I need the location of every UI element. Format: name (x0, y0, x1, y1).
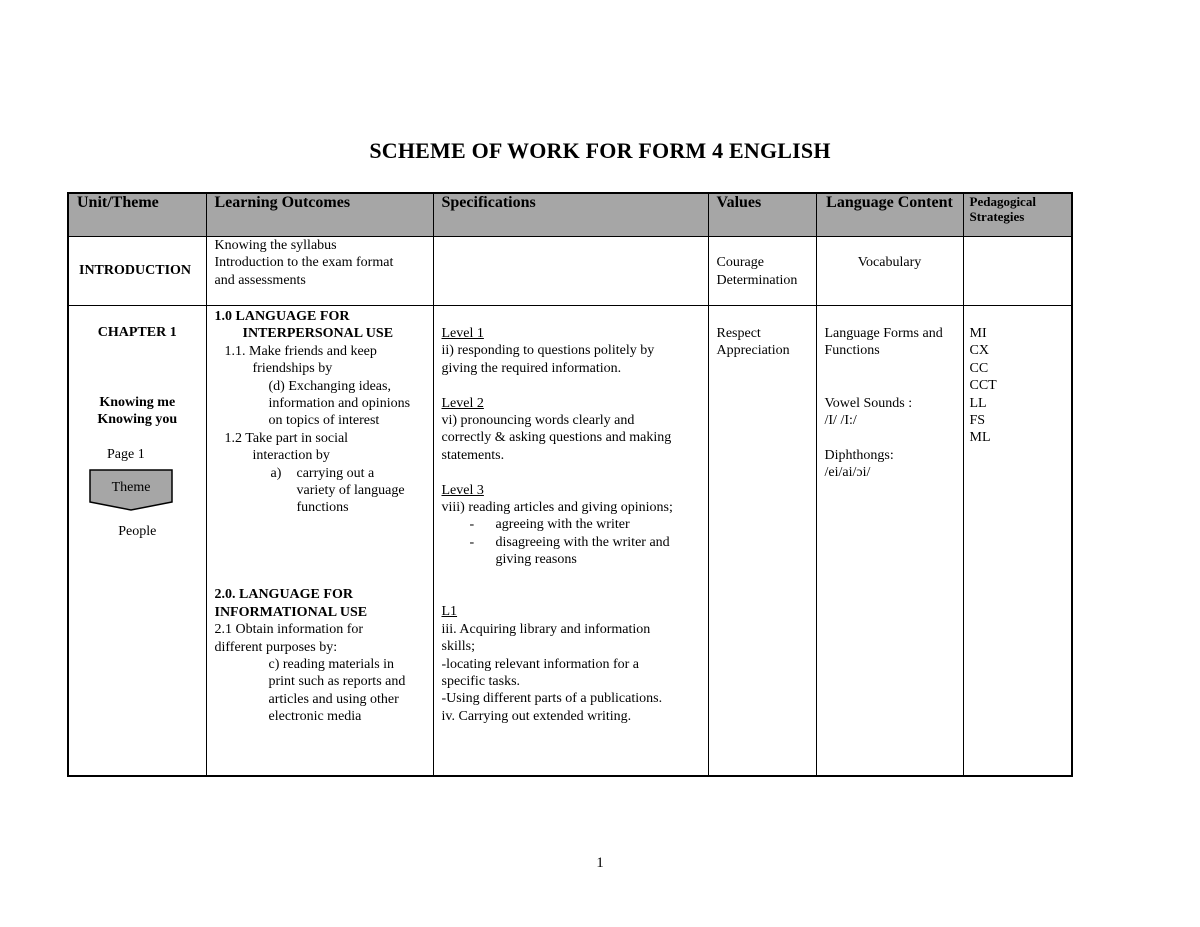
chapter-title-line: Knowing me (99, 394, 176, 410)
chapter-title-line: Knowing you (97, 411, 178, 427)
header-language-content: Language Content (816, 193, 963, 237)
outcome-line (215, 465, 425, 482)
chapter-specs-cell (433, 306, 708, 777)
chapter-label: CHAPTER 1 (97, 325, 177, 340)
outcome-line: articles and using other (268, 691, 399, 707)
outcome-line: 2.1 Obtain information for (214, 622, 364, 638)
spec-line: giving reasons (495, 552, 577, 568)
spec-line: giving the required information. (441, 360, 622, 376)
page-number: 1 (596, 855, 604, 871)
outcome-line: interaction by (252, 448, 330, 464)
strategy-code: MI (969, 326, 987, 341)
spec-line: skills; (441, 639, 475, 655)
chapter-page: Page 1 (107, 446, 145, 462)
language-line: Language Forms and (824, 326, 943, 341)
spec-line: -locating relevant information for a (441, 656, 639, 672)
intro-language: Vocabulary (857, 255, 922, 271)
outcome-heading: INTERPERSONAL USE (242, 326, 394, 342)
spec-line: statements. (441, 447, 505, 463)
header-pedagogical-strategies: Pedagogical Strategies (963, 193, 1072, 237)
outcome-line: on topics of interest (268, 413, 380, 429)
spec-line: viii) reading articles and giving opinions; (441, 500, 673, 516)
spec-level: Level 3 (441, 482, 484, 498)
intro-outcomes-cell (206, 237, 433, 306)
chapter-theme: People (118, 524, 157, 540)
intro-outcome-line: Knowing the syllabus (214, 238, 337, 253)
outcome-line: variety of language (296, 483, 405, 499)
table-row-chapter-1 (68, 306, 1072, 777)
intro-outcome-line: and assessments (214, 272, 306, 288)
chapter-unit-cell (68, 306, 206, 777)
spec-line: -Using different parts of a publications. (441, 691, 663, 707)
header-specifications: Specifications (433, 193, 708, 237)
table-row-introduction (68, 237, 1072, 306)
spec-line: specific tasks. (441, 674, 521, 690)
strategy-code: CC (969, 360, 989, 376)
intro-pedagogical-cell (963, 237, 1072, 306)
strategy-code: CX (969, 343, 989, 359)
spec-line: vi) pronouncing words clearly and (441, 413, 635, 429)
spec-line: correctly & asking questions and making (441, 430, 672, 446)
chapter-value: Respect (716, 326, 761, 341)
header-learning-outcomes: Learning Outcomes (206, 193, 433, 237)
header-row (68, 193, 1072, 237)
language-line: /ei/ai/ɔi/ (824, 465, 871, 481)
intro-value: Courage (716, 255, 764, 271)
outcome-list-marker: a) (270, 465, 282, 481)
outcome-line: information and opinions (268, 396, 411, 412)
bullet-marker: - (469, 517, 475, 533)
outcome-line: friendships by (252, 361, 333, 377)
spec-level: Level 2 (441, 395, 484, 411)
strategy-code: LL (969, 395, 987, 411)
outcome-text: carrying out a (296, 465, 375, 481)
language-line: /I/ /I:/ (824, 413, 857, 428)
outcome-line: (d) Exchanging ideas, (268, 378, 391, 394)
theme-label: Theme (111, 480, 151, 496)
intro-outcome-line: Introduction to the exam format (214, 255, 394, 271)
outcome-line: 1.2 Take part in social (224, 430, 349, 446)
outcome-heading: INFORMATIONAL USE (214, 604, 368, 620)
outcome-line: functions (296, 500, 349, 516)
outcome-line: electronic media (268, 709, 362, 725)
outcome-line: c) reading materials in (268, 657, 395, 673)
chapter-language-cell (816, 306, 963, 777)
spec-line: ii) responding to questions politely by (441, 343, 655, 359)
chapter-outcomes-cell (206, 306, 433, 777)
intro-unit: INTRODUCTION (79, 263, 192, 279)
intro-values-cell (708, 237, 816, 306)
intro-value: Determination (716, 272, 798, 288)
spec-line: iv. Carrying out extended writing. (441, 708, 632, 724)
spec-level: L1 (441, 604, 458, 620)
header-unit-theme: Unit/Theme (68, 193, 206, 237)
strategy-code: FS (969, 413, 986, 429)
scheme-table (67, 192, 1073, 777)
outcome-line: different purposes by: (214, 639, 338, 655)
spec-bullet (442, 534, 700, 551)
spec-bullet-text: agreeing with the writer (495, 517, 630, 533)
bullet-marker: - (469, 534, 475, 550)
theme-shape (89, 469, 173, 511)
chapter-value: Appreciation (716, 343, 790, 359)
chapter-pedagogical-cell (963, 306, 1072, 777)
language-line: Diphthongs: (824, 447, 894, 463)
spec-level: Level 1 (441, 326, 484, 341)
language-line: Functions (824, 343, 880, 359)
outcome-line: print such as reports and (268, 674, 406, 690)
strategy-code: ML (969, 430, 991, 446)
page-title: SCHEME OF WORK FOR FORM 4 ENGLISH (369, 138, 831, 163)
intro-unit-cell (68, 237, 206, 306)
outcome-heading: 2.0. LANGUAGE FOR (214, 587, 353, 603)
spec-bullet (442, 516, 700, 533)
header-values: Values (708, 193, 816, 237)
strategy-code: CCT (969, 378, 997, 394)
intro-specs-cell (433, 237, 708, 306)
language-line: Vowel Sounds : (824, 395, 913, 411)
spec-bullet-text: disagreeing with the writer and (495, 534, 670, 550)
outcome-heading: 1.0 LANGUAGE FOR (214, 309, 350, 324)
chapter-values-cell (708, 306, 816, 777)
spec-line: iii. Acquiring library and information (441, 621, 651, 637)
intro-language-cell (816, 237, 963, 306)
outcome-line: 1.1. Make friends and keep (224, 343, 377, 359)
